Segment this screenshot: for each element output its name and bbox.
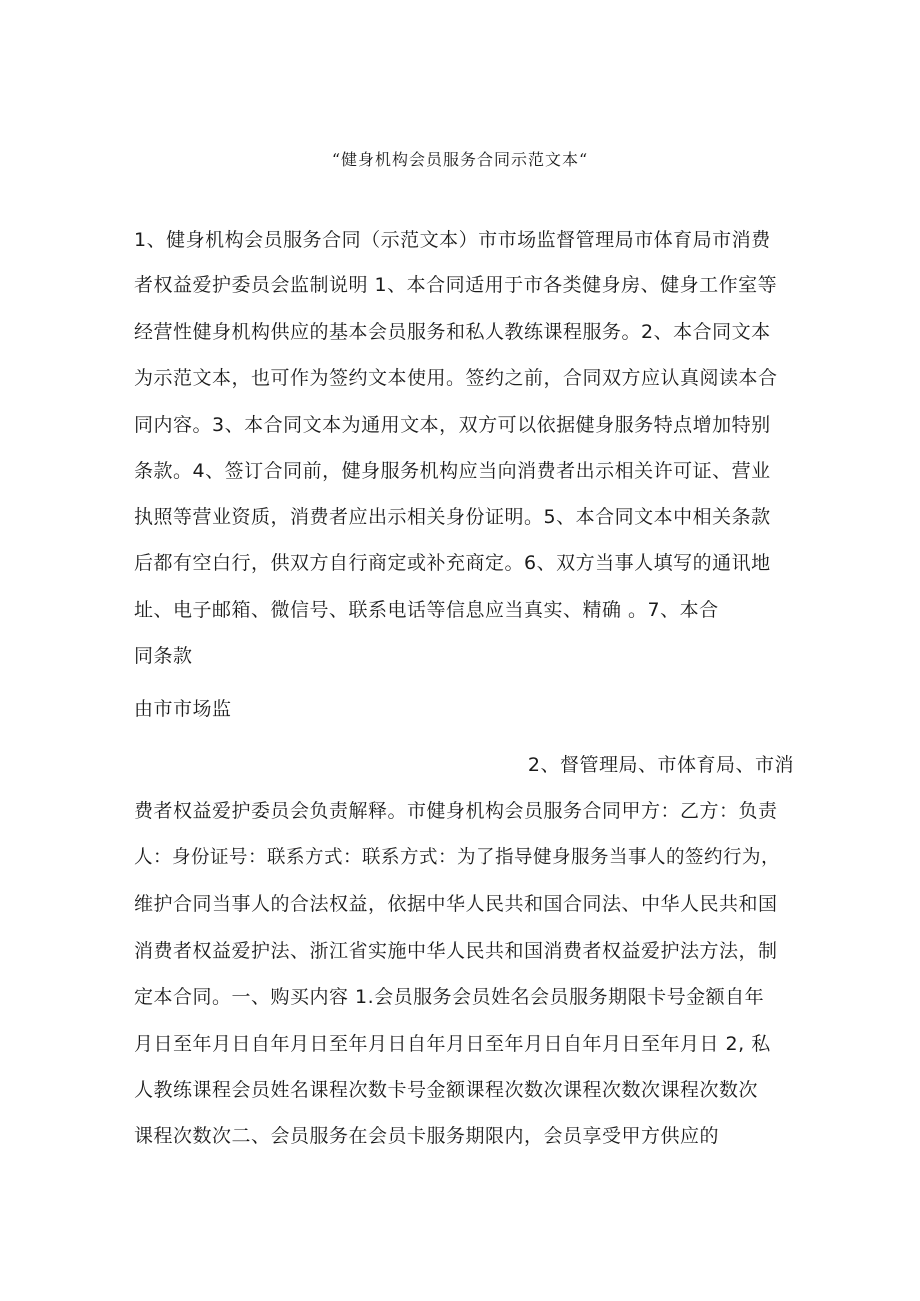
text-line: 同内容。3、本合同文本为通用文本，双方可以依据健身服务特点增加特别 xyxy=(134,414,771,436)
text-line: 定本合同。一、购买内容 1.会员服务会员姓名会员服务期限卡号金额自年 xyxy=(134,986,765,1008)
text-line: 人教练课程会员姓名课程次数卡号金额课程次数次课程次数次课程次数次 xyxy=(134,1079,759,1101)
text-line: 执照等营业资质，消费者应出示相关身份证明。5、本合同文本中相关条款 xyxy=(134,506,771,528)
text-line: 课程次数次二、会员服务在会员卡服务期限内，会员享受甲方供应的 xyxy=(134,1125,720,1147)
text-line: 者权益爱护委员会监制说明 1、本合同适用于市各类健身房、健身工作室等 xyxy=(134,274,778,296)
text-line: 后都有空白行，供双方自行商定或补充商定。6、双方当事人填写的通讯地 xyxy=(134,552,771,574)
text-line: 经营性健身机构供应的基本会员服务和私人教练课程服务。2、本合同文本 xyxy=(134,321,771,343)
text-line: 维护合同当事人的合法权益，依据中华人民共和国合同法、中华人民共和国 xyxy=(134,893,778,915)
text-line: 1、健身机构会员服务合同（示范文本）市市场监督管理局市体育局市消费 xyxy=(134,229,771,251)
document-title: “健身机构会员服务合同示范文本“ xyxy=(331,150,589,169)
text-line: 址、电子邮箱、微信号、联系电话等信息应当真实、精确 。7、本合 xyxy=(134,599,719,621)
text-line: 由市市场监 xyxy=(134,698,232,720)
text-line: 2、督管理局、市体育局、市消 xyxy=(527,754,794,776)
text-line: 为示范文本，也可作为签约文本使用。签约之前，合同双方应认真阅读本合 xyxy=(134,367,778,389)
text-line: 人：身份证号：联系方式：联系方式：为了指导健身服务当事人的签约行为， xyxy=(134,847,781,868)
text-line: 条款。4、签订合同前，健身服务机构应当向消费者出示相关许可证、营业 xyxy=(134,460,771,482)
text-line: 月日至年月日自年月日至年月日自年月日至年月日自年月日至年月日 2, 私 xyxy=(134,1033,771,1055)
text-line: 同条款 xyxy=(134,645,193,667)
text-line: 消费者权益爱护法、浙江省实施中华人民共和国消费者权益爱护法方法，制 xyxy=(134,940,778,962)
text-line: 费者权益爱护委员会负责解释。市健身机构会员服务合同甲方：乙方：负责 xyxy=(134,800,778,822)
